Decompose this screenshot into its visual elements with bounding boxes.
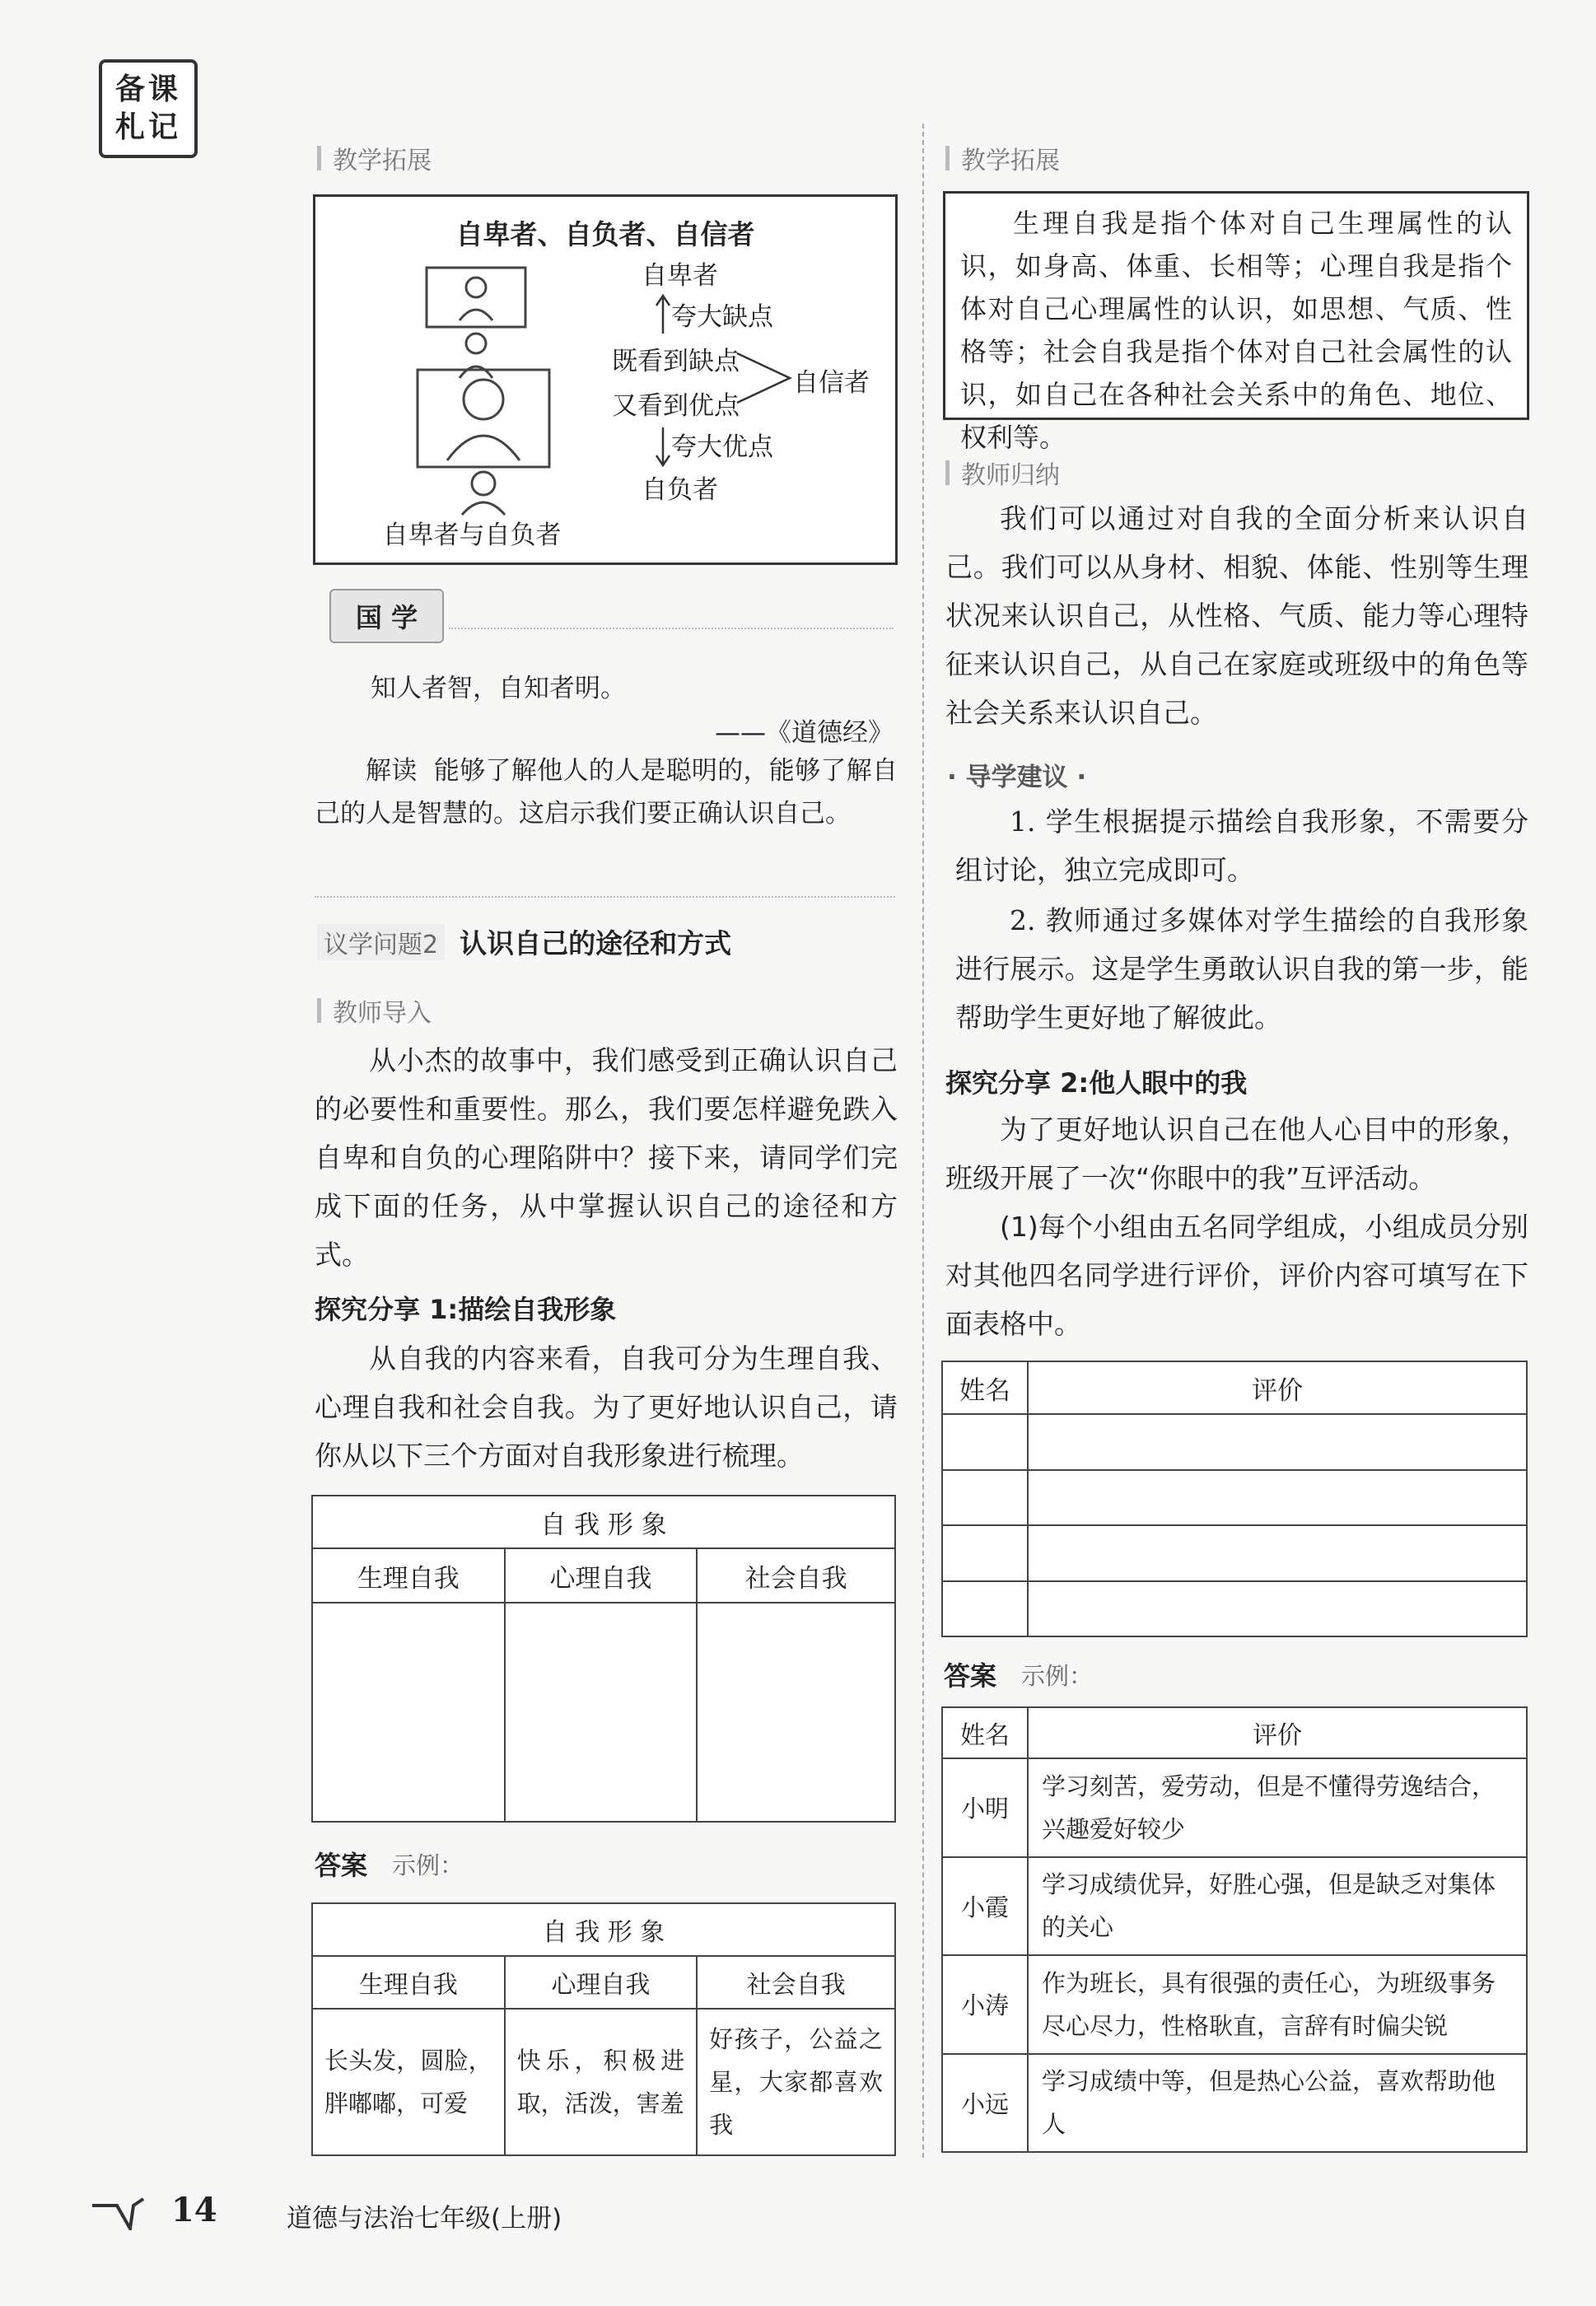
row-evaluation: 学习刻苦，爱劳动，但是不懂得劳逸结合，兴趣爱好较少 [1028,1758,1527,1857]
guoxue-rule [449,628,894,629]
extension-text: 生理自我是指个体对自己生理属性的认识，如身高、体重、长相等；心理自我是指个体对自己心理属性的认识，如思想、气质、性格等；社会自我是指个体对自己社会属性的认识，如自己在各种社会关系中的角色、地位、权利等。 [960,208,1512,453]
table-row [942,1955,1527,2054]
row-name: 小霞 [942,1857,1028,1956]
col-physical: 生理自我 [312,1548,505,1603]
row-evaluation: 学习成绩中等，但是热心公益，喜欢帮助他人 [1028,2054,1527,2153]
label-text: 教学拓展 [961,147,1060,175]
answer-label: 答案 [944,1660,997,1692]
answer-example: 示例： [1021,1661,1094,1690]
table-row [942,1758,1527,1857]
intro-paragraph: 从小杰的故事中，我们感受到正确认识自己的必要性和重要性。那么，我们要怎样避免跌入自卑和自负的心理陷阱中？接下来，请同学们完成下面的任务，从中掌握认识自己的途径和方式。 [315,1044,898,1271]
answer-social: 好孩子，公益之星，大家都喜欢我 [697,2009,895,2155]
col-evaluation: 评价 [1028,1707,1527,1758]
answer-psychological: 快乐，积极进取，活泼，害羞 [505,2009,698,2155]
blank-cell [1028,1414,1527,1470]
label-bar-icon [317,146,321,170]
guoxue-title: 国 学 [329,589,444,643]
answer-row-left [315,1845,464,1883]
peer-evaluation-table-answer [941,1706,1528,2153]
interp-text: 能够了解他人的人是聪明的，能够了解自己的人是智慧的。这启示我们要正确认识自己。 [315,756,898,829]
row-evaluation: 作为班长，具有很强的责任心，为班级事务尽心尽力，性格耿直，言辞有时偏尖锐 [1028,1955,1527,2054]
inferior-label: 自卑者 [642,261,718,291]
col-psychological: 心理自我 [505,1548,698,1603]
blank-cell [942,1525,1028,1581]
interp-label: 解读 [366,756,418,786]
teaching-extension-label-left [317,140,432,176]
teacher-summary-label [945,455,1060,491]
col-name: 姓名 [942,1707,1028,1758]
col-physical: 生理自我 [312,1956,505,2009]
blank-cell [1028,1470,1527,1526]
label-text: 教师归纳 [961,461,1060,490]
table-row [942,1857,1527,1956]
blank-cell [697,1603,895,1822]
self-types-diagram [313,194,898,565]
diagram-arrows-icon [645,287,801,477]
explore2-paragraph-1: 为了更好地认识自己在他人心目中的形象，班级开展了一次“你眼中的我”互评活动。 [945,1113,1528,1194]
diagram-caption: 自卑者与自负者 [382,520,562,550]
exaggerate-merits-label: 夸大优点 [671,432,773,462]
blank-cell [942,1470,1028,1526]
blank-cell [942,1414,1028,1470]
blank-cell [1028,1581,1527,1637]
label-bar-icon [945,146,950,170]
confident-label: 自信者 [793,368,870,398]
issue-title: 认识自己的途径和方式 [460,927,732,959]
row-name: 小明 [942,1758,1028,1857]
col-psychological: 心理自我 [505,1956,698,2009]
col-name: 姓名 [942,1361,1028,1414]
col-social: 社会自我 [697,1956,895,2009]
answer-label: 答案 [315,1850,368,1881]
label-bar-icon [317,998,321,1023]
table-title: 自 我 形 象 [312,1496,895,1548]
guide-item-1: 1. 学生根据提示描绘自我形象，不需要分组讨论，独立完成即可。 [955,805,1528,886]
table-row [942,2054,1527,2153]
guide-item-2: 2. 教师通过多媒体对学生描绘的自我形象进行展示。这是学生勇敢认识自我的第一步，能帮助学生更好地了解彼此。 [955,904,1528,1034]
page-number: 14 [171,2191,217,2229]
label-text: 教学拓展 [333,147,432,175]
self-image-table-answer [311,1902,896,2156]
guoxue-source: ——《道德经》 [715,718,894,748]
explore2-title: 探究分享 2:他人眼中的我 [945,1067,1248,1099]
label-text: 教师导入 [333,999,432,1028]
row-name: 小涛 [942,1955,1028,2054]
peer-evaluation-table-blank [941,1361,1528,1637]
exaggerate-faults-label: 夸大缺点 [671,302,773,332]
guoxue-interpretation [315,749,898,835]
see-faults-label: 既看到缺点 [612,347,740,376]
badge-line1: 备课 [114,72,181,106]
explore2-paragraph-2: (1)每个小组由五名同学组成，小组成员分别对其他四名同学进行评价，评价内容可填写在下面表格中。 [945,1211,1528,1340]
see-merits-label: 又看到优点 [612,391,740,421]
issue-rule [315,896,895,898]
figures-illustration-icon [414,263,562,518]
summary-paragraph: 我们可以通过对自我的全面分析来认识自己。我们可以从身材、相貌、体能、性别等生理状况来认识自己，从性格、气质、能力等心理特征来认识自己，从自己在家庭或班级中的角色等社会关系来认识自己。 [945,502,1528,729]
arrogant-label: 自负者 [642,475,718,505]
book-title: 道德与法治七年级(上册) [287,2204,562,2234]
answer-example: 示例： [392,1851,464,1879]
blank-cell [1028,1525,1527,1581]
explore1-paragraph: 从自我的内容来看，自我可分为生理自我、心理自我和社会自我。为了更好地认识自己，请你从以下三个方面对自我形象进行梳理。 [315,1342,898,1472]
col-social: 社会自我 [697,1548,895,1603]
row-name: 小远 [942,2054,1028,2153]
diagram-title: 自卑者、自负者、自信者 [455,218,755,250]
row-evaluation: 学习成绩优异，好胜心强，但是缺乏对集体的关心 [1028,1857,1527,1956]
col-evaluation: 评价 [1028,1361,1527,1414]
blank-cell [505,1603,698,1822]
table-title: 自 我 形 象 [312,1903,895,1956]
column-divider [922,124,924,2158]
blank-cell [942,1581,1028,1637]
teacher-intro-label [317,992,432,1029]
explore1-title: 探究分享 1:描绘自我形象 [315,1294,617,1325]
answer-row-right [944,1655,1093,1693]
issue-header [317,922,731,961]
badge-line2: 札记 [114,110,181,144]
self-image-table-blank [311,1495,896,1823]
answer-physical: 长头发，圆脸，胖嘟嘟，可爱 [312,2009,505,2155]
issue-tag: 议学问题2 [317,924,445,960]
notes-badge [99,59,198,158]
blank-cell [312,1603,505,1822]
guide-label: · 导学建议 · [947,763,1087,792]
guoxue-quote: 知人者智，自知者明。 [371,674,626,703]
extension-box-right [943,191,1529,453]
label-bar-icon [945,460,950,485]
teaching-extension-label-right [945,140,1060,176]
footer-ornament-icon [89,2194,147,2230]
